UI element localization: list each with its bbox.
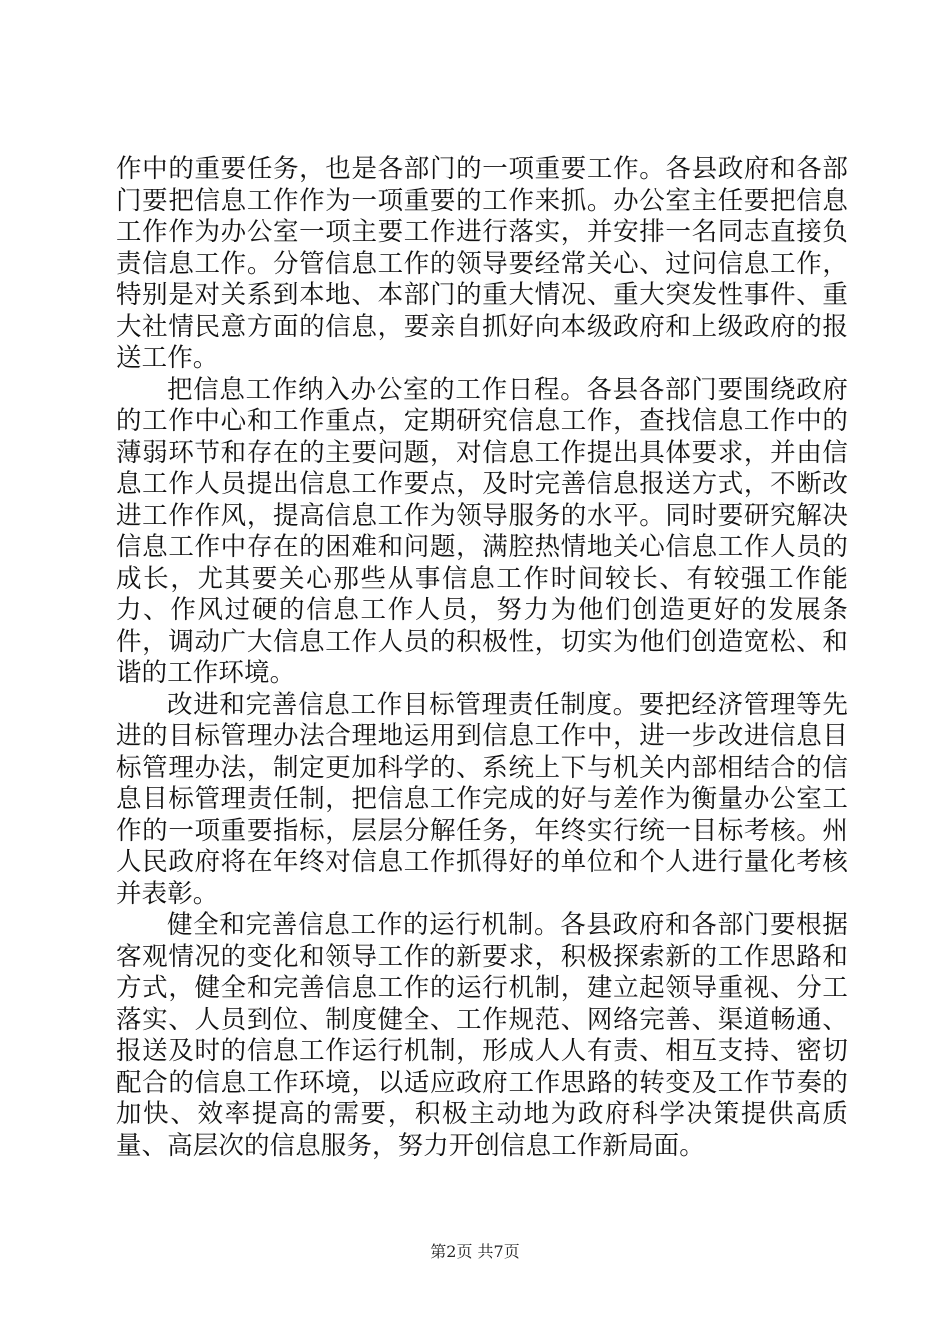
- document-body: [116, 154, 848, 1162]
- paragraph-continued: 作中的重要任务，也是各部门的一项重要工作。各县政府和各部门要把信息工作作为一项重要的工作来抓。办公室主任要把信息工作作为办公室一项主要工作进行落实，并安排一名同志直接负责信息工作。分管信息工作的领导要经常关心、过问信息工作，特别是对关系到本地、本部门的重大情况、重大突发性事件、重大社情民意方面的信息，要亲自抓好向本级政府和上级政府的报送工作。: [116, 154, 848, 373]
- page-number-footer: 第2页 共7页: [430, 1242, 520, 1261]
- paragraph-target-management: 改进和完善信息工作目标管理责任制度。要把经济管理等先进的目标管理办法合理地运用到信息工作中，进一步改进信息目标管理办法，制定更加科学的、系统上下与机关内部相结合的信息目标管理责任制，把信息工作完成的好与差作为衡量办公室工作的一项重要指标，层层分解任务，年终实行统一目标考核。州人民政府将在年终对信息工作抓得好的单位和个人进行量化考核并表彰。: [116, 689, 848, 909]
- paragraph-operating-mechanism: 健全和完善信息工作的运行机制。各县政府和各部门要根据客观情况的变化和领导工作的新要求，积极探索新的工作思路和方式，健全和完善信息工作的运行机制，建立起领导重视、分工落实、人员到位、制度健全、工作规范、网络完善、渠道畅通、报送及时的信息工作运行机制，形成人人有责、相互支持、密切配合的信息工作环境，以适应政府工作思路的转变及工作节奏的加快、效率提高的需要，积极主动地为政府科学决策提供高质量、高层次的信息服务，努力开创信息工作新局面。: [116, 910, 848, 1161]
- paragraph-work-schedule: 把信息工作纳入办公室的工作日程。各县各部门要围绕政府的工作中心和工作重点，定期研究信息工作，查找信息工作中的薄弱环节和存在的主要问题，对信息工作提出具体要求，并由信息工作人员提出信息工作要点，及时完善信息报送方式，不断改进工作作风，提高信息工作为领导服务的水平。同时要研究解决信息工作中存在的困难和问题，满腔热情地关心信息工作人员的成长，尤其要关心那些从事信息工作时间较长、有较强工作能力、作风过硬的信息工作人员，努力为他们创造更好的发展条件，调动广大信息工作人员的积极性，切实为他们创造宽松、和谐的工作环境。: [116, 374, 848, 688]
